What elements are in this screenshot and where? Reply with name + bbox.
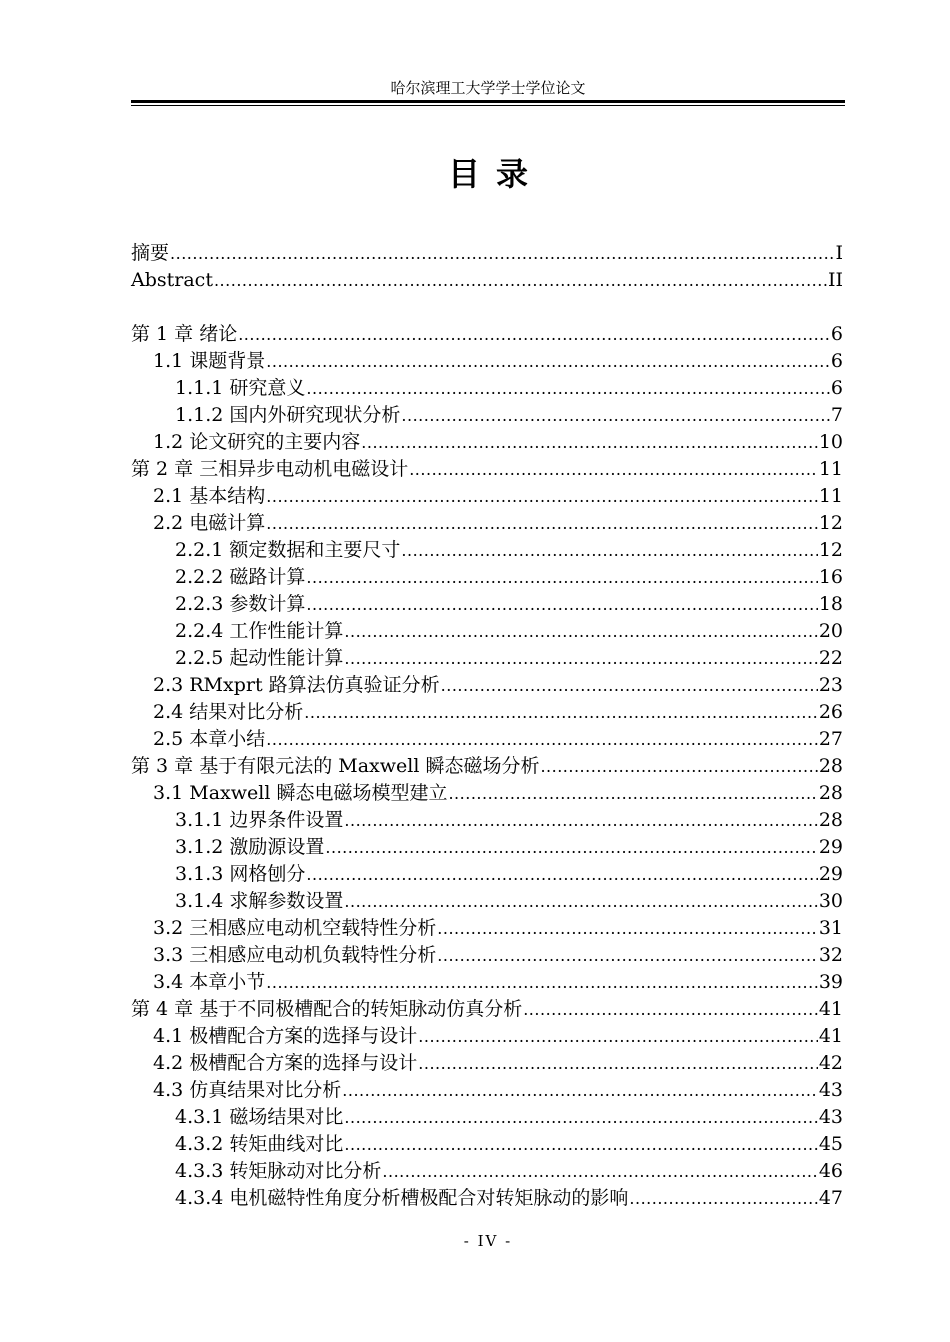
toc-leader-dots bbox=[266, 726, 818, 753]
toc-entry-page: 7 bbox=[830, 404, 843, 426]
toc-leader-dots bbox=[382, 1158, 817, 1185]
toc-entry-title: 3.1.2 激励源设置 bbox=[175, 836, 325, 858]
toc-entry[interactable] bbox=[131, 1185, 843, 1212]
toc-leader-dots bbox=[441, 672, 818, 699]
toc-entry-page: 39 bbox=[818, 971, 843, 993]
toc-entry-page: 6 bbox=[830, 350, 843, 372]
toc-leader-dots bbox=[304, 699, 818, 726]
toc-entry-page: 43 bbox=[818, 1079, 843, 1101]
toc-entry-page: II bbox=[827, 269, 843, 291]
toc-leader-dots bbox=[266, 483, 818, 510]
toc-leader-dots bbox=[344, 1131, 817, 1158]
toc-entry[interactable] bbox=[131, 591, 843, 618]
toc-leader-dots bbox=[361, 429, 818, 456]
toc-leader-dots bbox=[344, 807, 817, 834]
toc-entry-page: 47 bbox=[818, 1187, 843, 1209]
toc-entry[interactable] bbox=[131, 645, 843, 672]
toc-entry[interactable] bbox=[131, 888, 843, 915]
toc-entry-title: 1.1.1 研究意义 bbox=[175, 377, 306, 399]
toc-entry[interactable] bbox=[131, 348, 843, 375]
toc-entry-title: 1.1.2 国内外研究现状分析 bbox=[175, 404, 401, 426]
toc-entry-page: 11 bbox=[818, 485, 843, 507]
toc-entry-title: 第 1 章 绪论 bbox=[131, 323, 238, 345]
toc-entry[interactable] bbox=[131, 807, 843, 834]
toc-entry[interactable] bbox=[131, 996, 843, 1023]
toc-leader-dots bbox=[266, 969, 818, 996]
toc-entry-page: 12 bbox=[818, 512, 843, 534]
toc-entry-title: 3.1.1 边界条件设置 bbox=[175, 809, 344, 831]
toc-leader-dots bbox=[401, 402, 830, 429]
toc-entry[interactable] bbox=[131, 240, 843, 267]
toc-entry[interactable] bbox=[131, 969, 843, 996]
toc-entry-page: 20 bbox=[818, 620, 843, 642]
toc-entry-title: 2.2.5 起动性能计算 bbox=[175, 647, 344, 669]
toc-entry-title: 4.3 仿真结果对比分析 bbox=[153, 1079, 342, 1101]
toc-entry-title: 2.2.4 工作性能计算 bbox=[175, 620, 344, 642]
toc-leader-dots bbox=[448, 780, 817, 807]
toc-leader-dots bbox=[170, 240, 834, 267]
toc-leader-dots bbox=[306, 861, 817, 888]
toc-entry[interactable] bbox=[131, 1050, 843, 1077]
toc-entry-page: 41 bbox=[818, 1025, 843, 1047]
toc-entry[interactable] bbox=[131, 564, 843, 591]
toc-entry[interactable] bbox=[131, 1023, 843, 1050]
toc-entry-title: 2.1 基本结构 bbox=[153, 485, 266, 507]
header-rule bbox=[131, 100, 845, 106]
toc-entry[interactable] bbox=[131, 321, 843, 348]
toc-entry-title: 2.3 RMxprt 路算法仿真验证分析 bbox=[153, 674, 440, 696]
toc-leader-dots bbox=[306, 564, 817, 591]
toc-entry[interactable] bbox=[131, 726, 843, 753]
toc-leader-dots bbox=[523, 996, 818, 1023]
toc-leader-dots bbox=[344, 888, 817, 915]
toc-entry-title: 2.2.3 参数计算 bbox=[175, 593, 306, 615]
toc-entry[interactable] bbox=[131, 834, 843, 861]
toc-entry[interactable] bbox=[131, 267, 843, 294]
toc-entry[interactable] bbox=[131, 537, 843, 564]
toc-leader-dots bbox=[344, 618, 817, 645]
toc-entry-page: 16 bbox=[818, 566, 843, 588]
toc-leader-dots bbox=[344, 1104, 817, 1131]
toc-entry-title: 4.3.1 磁场结果对比 bbox=[175, 1106, 344, 1128]
toc-entry-title: 3.4 本章小节 bbox=[153, 971, 266, 993]
toc-entry-title: 3.1 Maxwell 瞬态电磁场模型建立 bbox=[153, 782, 448, 804]
toc-entry[interactable] bbox=[131, 915, 843, 942]
toc-entry-title: 3.3 三相感应电动机负载特性分析 bbox=[153, 944, 437, 966]
toc-entry[interactable] bbox=[131, 1104, 843, 1131]
toc-title: 目录 bbox=[447, 155, 544, 193]
toc-entry[interactable] bbox=[131, 456, 843, 483]
toc-entry-page: I bbox=[835, 242, 843, 264]
toc-entry-title: Abstract bbox=[131, 269, 213, 291]
table-of-contents bbox=[131, 240, 843, 1212]
toc-entry-page: 28 bbox=[818, 782, 843, 804]
toc-entry[interactable] bbox=[131, 375, 843, 402]
toc-entry-page: 45 bbox=[818, 1133, 843, 1155]
toc-entry-page: 10 bbox=[818, 431, 843, 453]
toc-entry-title: 2.2.1 额定数据和主要尺寸 bbox=[175, 539, 401, 561]
toc-entry-page: 22 bbox=[818, 647, 843, 669]
toc-entry-page: 31 bbox=[818, 917, 843, 939]
toc-entry-title: 第 2 章 三相异步电动机电磁设计 bbox=[131, 458, 409, 480]
toc-entry[interactable] bbox=[131, 429, 843, 456]
toc-entry-title: 4.2 极槽配合方案的选择与设计 bbox=[153, 1052, 418, 1074]
toc-entry-page: 27 bbox=[818, 728, 843, 750]
toc-entry-page: 32 bbox=[818, 944, 843, 966]
toc-entry-title: 4.3.3 转矩脉动对比分析 bbox=[175, 1160, 382, 1182]
toc-entry[interactable] bbox=[131, 699, 843, 726]
toc-leader-dots bbox=[401, 537, 817, 564]
toc-entry-page: 6 bbox=[830, 323, 843, 345]
toc-leader-dots bbox=[409, 456, 818, 483]
toc-entry-page: 29 bbox=[818, 836, 843, 858]
toc-entry[interactable] bbox=[131, 753, 843, 780]
running-header: 哈尔滨理工大学学士学位论文 bbox=[390, 79, 586, 97]
toc-entry-page: 26 bbox=[818, 701, 843, 723]
toc-entry-title: 4.1 极槽配合方案的选择与设计 bbox=[153, 1025, 418, 1047]
toc-entry-page: 41 bbox=[818, 998, 843, 1020]
toc-entry[interactable] bbox=[131, 618, 843, 645]
toc-entry-page: 43 bbox=[818, 1106, 843, 1128]
toc-leader-dots bbox=[325, 834, 817, 861]
toc-entry-page: 29 bbox=[818, 863, 843, 885]
toc-entry-title: 2.2 电磁计算 bbox=[153, 512, 266, 534]
toc-entry-page: 28 bbox=[818, 809, 843, 831]
toc-entry[interactable] bbox=[131, 1158, 843, 1185]
toc-entry[interactable] bbox=[131, 672, 843, 699]
toc-entry-page: 28 bbox=[818, 755, 843, 777]
toc-entry-page: 11 bbox=[818, 458, 843, 480]
toc-leader-dots bbox=[342, 1077, 818, 1104]
toc-entry-title: 1.2 论文研究的主要内容 bbox=[153, 431, 361, 453]
toc-leader-dots bbox=[238, 321, 830, 348]
toc-entry-title: 3.1.4 求解参数设置 bbox=[175, 890, 344, 912]
toc-leader-dots bbox=[437, 915, 818, 942]
toc-entry-page: 12 bbox=[818, 539, 843, 561]
toc-leader-dots bbox=[266, 348, 830, 375]
toc-entry-page: 23 bbox=[818, 674, 843, 696]
toc-leader-dots bbox=[344, 645, 817, 672]
toc-entry-page: 18 bbox=[818, 593, 843, 615]
toc-leader-dots bbox=[540, 753, 817, 780]
toc-entry[interactable] bbox=[131, 861, 843, 888]
toc-entry-page: 46 bbox=[818, 1160, 843, 1182]
toc-entry[interactable] bbox=[131, 942, 843, 969]
toc-entry-title: 4.3.2 转矩曲线对比 bbox=[175, 1133, 344, 1155]
toc-leader-dots bbox=[418, 1023, 818, 1050]
toc-leader-dots bbox=[306, 591, 817, 618]
toc-leader-dots bbox=[418, 1050, 818, 1077]
toc-leader-dots bbox=[306, 375, 830, 402]
toc-entry[interactable] bbox=[131, 780, 843, 807]
page-number: - IV - bbox=[463, 1232, 513, 1250]
toc-entry-title: 4.3.4 电机磁特性角度分析槽极配合对转矩脉动的影响 bbox=[175, 1187, 629, 1209]
toc-entry[interactable] bbox=[131, 510, 843, 537]
toc-entry-title: 3.1.3 网格刨分 bbox=[175, 863, 306, 885]
toc-entry-page: 42 bbox=[818, 1052, 843, 1074]
toc-entry[interactable] bbox=[131, 1077, 843, 1104]
toc-entry-title: 1.1 课题背景 bbox=[153, 350, 266, 372]
toc-entry-page: 30 bbox=[818, 890, 843, 912]
toc-entry[interactable] bbox=[131, 402, 843, 429]
toc-leader-dots bbox=[266, 510, 818, 537]
toc-leader-dots bbox=[629, 1185, 817, 1212]
toc-entry-page: 6 bbox=[830, 377, 843, 399]
toc-entry-title: 第 3 章 基于有限元法的 Maxwell 瞬态磁场分析 bbox=[131, 755, 540, 777]
toc-entry[interactable] bbox=[131, 1131, 843, 1158]
toc-entry-title: 2.4 结果对比分析 bbox=[153, 701, 304, 723]
toc-entry-title: 2.5 本章小结 bbox=[153, 728, 266, 750]
toc-entry-title: 第 4 章 基于不同极槽配合的转矩脉动仿真分析 bbox=[131, 998, 523, 1020]
toc-entry[interactable] bbox=[131, 483, 843, 510]
toc-entry-title: 3.2 三相感应电动机空载特性分析 bbox=[153, 917, 437, 939]
toc-leader-dots bbox=[214, 267, 827, 294]
toc-entry-title: 摘要 bbox=[131, 242, 170, 264]
toc-entry-title: 2.2.2 磁路计算 bbox=[175, 566, 306, 588]
toc-leader-dots bbox=[437, 942, 818, 969]
